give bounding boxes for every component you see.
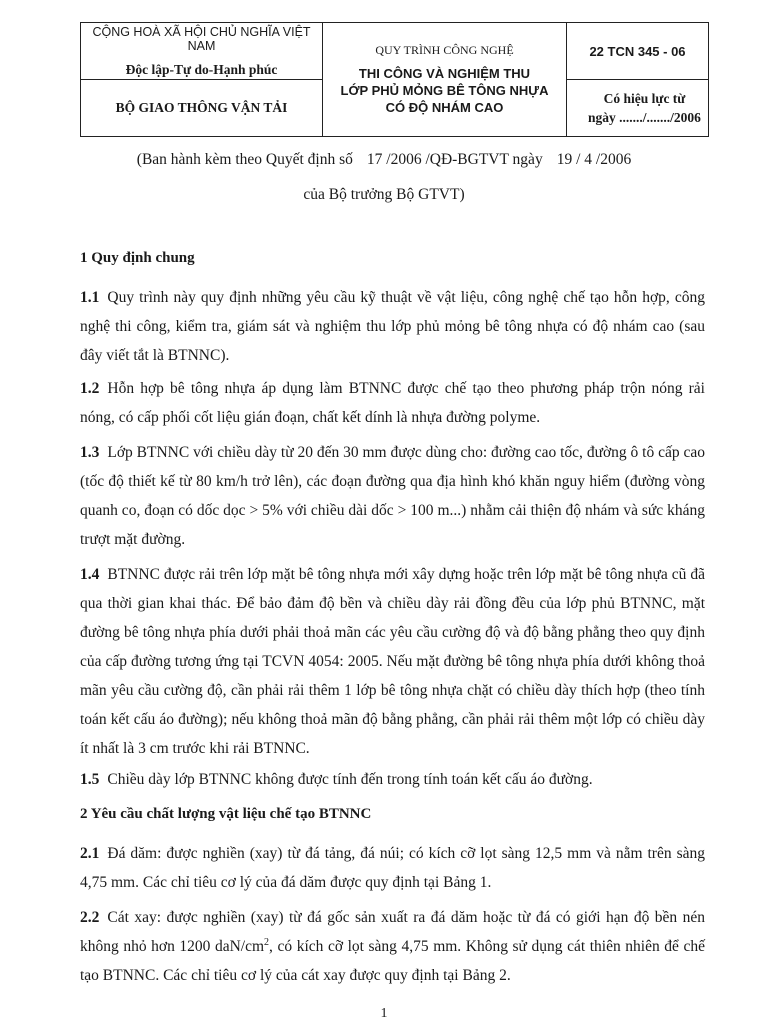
decision-number: 17 /2006 /QĐ-BGTVT ngày — [366, 151, 543, 168]
clause-text: BTNNC được rải trên lớp mặt bê tông nhựa mới xây dựng hoặc trên lớp mặt bê tông nhựa cũ đã qua thời gian khai thác. Để bảo đảm độ bền và chiều dày rải đồng đều của lớp phủ BTNNC, mặt đường bê tông nhựa phía dưới phải thoả mãn các yêu cầu cường độ và độ bằng phẳng theo quy định của cấp đường tương ứng tại TCVN 4054: 2005. Nếu mặt đường bê tông nhựa phía dưới không thoả mãn yêu cầu cường độ, cần phải rải thêm 1 lớp bê tông nhựa chặt có chiều dày thích hợp (theo tính toán kết cấu áo đường); nếu không thoả mãn độ bằng phẳng, cần phải rải thêm một lớp có chiều dày ít nhất là 3 cm trước khi rải BTNNC. — [80, 566, 705, 757]
country-line: CỘNG HOÀ XÃ HỘI CHỦ NGHĨA VIỆT NAM — [92, 24, 311, 53]
section-heading-1: 1 Quy định chung — [80, 250, 195, 266]
superscript-2: 2 — [264, 936, 270, 948]
clause-text-cont: , có kích cỡ lọt sàng 4,75 mm. Không sử dụng cát thiên nhiên để chế tạo BTNNC. Các chỉ tiêu cơ lý của cát xay được quy định tại Bảng 2. — [80, 938, 705, 984]
clause-number: 1.5 — [80, 771, 100, 788]
issuing-authority: của Bộ trưởng Bộ GTVT) — [303, 186, 465, 203]
effective-date-cell — [567, 80, 709, 137]
paragraph-1-4 — [80, 560, 705, 763]
country-cell — [81, 23, 323, 80]
decision-date: 19 / 4 /2006 — [556, 151, 632, 168]
paragraph-2-1 — [80, 839, 705, 897]
document-header-table — [80, 22, 709, 137]
doc-title-line-2: LỚP PHỦ MỎNG BÊ TÔNG NHỰA — [340, 83, 549, 98]
motto: Độc lập-Tự do-Hạnh phúc — [125, 61, 278, 77]
clause-text: Chiều dày lớp BTNNC không được tính đến trong tính toán kết cấu áo đường. — [107, 771, 593, 788]
issuance-line — [0, 151, 768, 169]
ministry-cell — [81, 80, 323, 137]
clause-number: 1.2 — [80, 380, 100, 397]
issuance-prefix: (Ban hành kèm theo Quyết định số — [136, 151, 353, 168]
doc-title-line-3: CÓ ĐỘ NHÁM CAO — [385, 100, 504, 115]
effective-date: ngày ......./......./2006 — [588, 110, 701, 125]
clause-number: 2.1 — [80, 845, 100, 862]
section-heading-2: 2 Yêu cầu chất lượng vật liệu chế tạo BTNNC — [80, 806, 372, 822]
clause-number: 1.1 — [80, 289, 100, 306]
procedure-label: QUY TRÌNH CÔNG NGHỆ — [375, 43, 514, 57]
clause-number: 1.4 — [80, 566, 100, 583]
clause-number: 1.3 — [80, 444, 100, 461]
standard-code: 22 TCN 345 - 06 — [589, 43, 686, 59]
code-cell — [567, 23, 709, 80]
page-number: 1 — [380, 1006, 388, 1021]
clause-text: Cát xay: được nghiền (xay) từ đá gốc sản xuất ra đá dăm hoặc từ đá có giới hạn độ bền nén không nhỏ hơn 1200 daN/cm — [80, 909, 705, 955]
paragraph-1-2 — [80, 374, 705, 432]
clause-text: Lớp BTNNC với chiều dày từ 20 đến 30 mm được dùng cho: đường cao tốc, đường ô tô cấp cao (tốc độ thiết kế từ 80 km/h trở lên), các đoạn đường qua địa hình khó khăn nguy hiểm (đường vòng quanh co, đoạn có dốc dọc > 5% với chiều dài dốc > 100 m...) nhằm cải thiện độ nhám và sức kháng trượt mặt đường. — [80, 444, 705, 548]
paragraph-1-3 — [80, 438, 705, 554]
doc-title-line-1: THI CÔNG VÀ NGHIỆM THU — [358, 66, 531, 81]
clause-text: Đá dăm: được nghiền (xay) từ đá tảng, đá núi; có kích cỡ lọt sàng 12,5 mm và nằm trên sàng 4,75 mm. Các chỉ tiêu cơ lý của đá dăm được quy định tại Bảng 1. — [80, 845, 705, 891]
effective-label: Có hiệu lực từ — [603, 91, 686, 106]
title-cell — [323, 23, 567, 137]
clause-text: Hỗn hợp bê tông nhựa áp dụng làm BTNNC được chế tạo theo phương pháp trộn nóng rải nóng, có cấp phối cốt liệu gián đoạn, chất kết dính là nhựa đường polyme. — [80, 380, 705, 426]
paragraph-1-5 — [80, 765, 705, 794]
clause-number: 2.2 — [80, 909, 100, 926]
paragraph-2-2 — [80, 903, 705, 990]
clause-text: Quy trình này quy định những yêu cầu kỹ thuật về vật liệu, công nghệ chế tạo hỗn hợp, công nghệ thi công, kiểm tra, giám sát và nghiệm thu lớp phủ mỏng bê tông nhựa có độ nhám cao (sau đây viết tắt là BTNNC). — [80, 289, 705, 364]
paragraph-1-1 — [80, 283, 705, 370]
ministry-name: BỘ GIAO THÔNG VẬN TẢI — [115, 100, 288, 115]
